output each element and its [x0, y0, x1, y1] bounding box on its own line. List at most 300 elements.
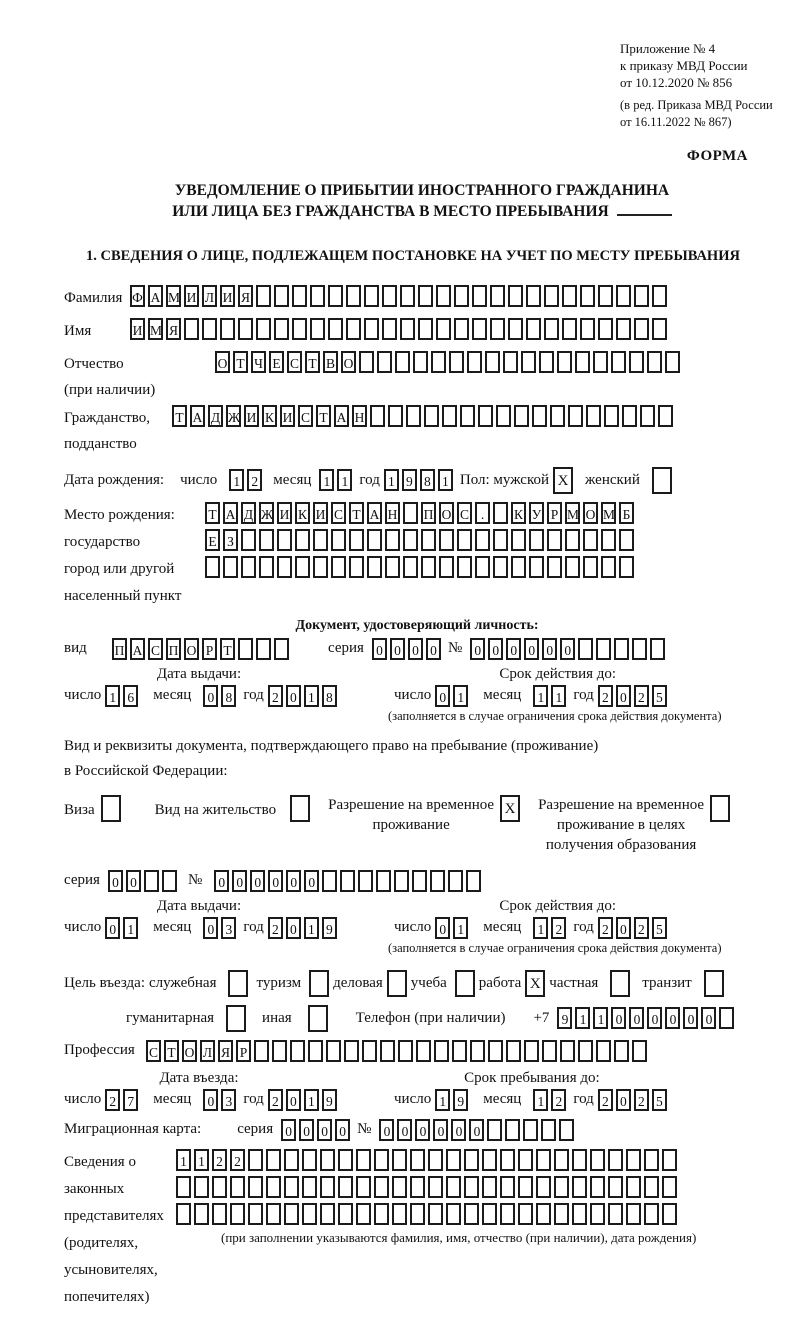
char-cell[interactable]: [482, 1203, 497, 1225]
char-cell[interactable]: [644, 1176, 659, 1198]
char-cell[interactable]: [449, 351, 464, 373]
char-cell[interactable]: [562, 318, 577, 340]
char-cell[interactable]: [277, 529, 292, 551]
char-cell[interactable]: [320, 1203, 335, 1225]
char-cell[interactable]: [640, 405, 655, 427]
char-cell[interactable]: [518, 1149, 533, 1171]
char-cell[interactable]: 1: [176, 1149, 191, 1171]
char-cell[interactable]: [619, 529, 634, 551]
char-cell[interactable]: [622, 405, 637, 427]
char-cell[interactable]: 7: [123, 1089, 138, 1111]
char-cell[interactable]: [194, 1176, 209, 1198]
char-cell[interactable]: [356, 1149, 371, 1171]
char-cell[interactable]: [385, 556, 400, 578]
char-cell[interactable]: [442, 405, 457, 427]
char-cell[interactable]: [310, 318, 325, 340]
char-cell[interactable]: 0: [616, 685, 631, 707]
char-cell[interactable]: В: [323, 351, 338, 373]
char-cell[interactable]: А: [190, 405, 205, 427]
char-cell[interactable]: [290, 1040, 305, 1062]
char-cell[interactable]: Я: [166, 318, 181, 340]
char-cell[interactable]: [406, 405, 421, 427]
char-cell[interactable]: П: [112, 638, 127, 660]
char-cell[interactable]: [377, 351, 392, 373]
char-cell[interactable]: 0: [304, 870, 319, 892]
char-cell[interactable]: [349, 529, 364, 551]
char-cell[interactable]: 0: [108, 870, 123, 892]
char-cell[interactable]: [490, 318, 505, 340]
purpose-business-checkbox[interactable]: [387, 970, 407, 997]
char-cell[interactable]: М: [565, 502, 580, 524]
char-cell[interactable]: [572, 1176, 587, 1198]
char-cell[interactable]: [565, 529, 580, 551]
char-cell[interactable]: [212, 1176, 227, 1198]
char-cell[interactable]: [410, 1149, 425, 1171]
char-cell[interactable]: [554, 1149, 569, 1171]
char-cell[interactable]: 3: [221, 1089, 236, 1111]
char-cell[interactable]: О: [182, 1040, 197, 1062]
char-cell[interactable]: [593, 351, 608, 373]
purpose-humanitarian-checkbox[interactable]: [226, 1005, 246, 1032]
char-cell[interactable]: [220, 318, 235, 340]
char-cell[interactable]: 2: [230, 1149, 245, 1171]
char-cell[interactable]: 0: [408, 638, 423, 660]
char-cell[interactable]: [359, 351, 374, 373]
char-cell[interactable]: [320, 1176, 335, 1198]
char-cell[interactable]: [590, 1176, 605, 1198]
char-cell[interactable]: 1: [593, 1007, 608, 1029]
char-cell[interactable]: 1: [575, 1007, 590, 1029]
char-cell[interactable]: [295, 529, 310, 551]
char-cell[interactable]: [614, 1040, 629, 1062]
female-checkbox[interactable]: [652, 467, 672, 494]
char-cell[interactable]: [284, 1149, 299, 1171]
char-cell[interactable]: [310, 285, 325, 307]
char-cell[interactable]: [529, 556, 544, 578]
char-cell[interactable]: [313, 556, 328, 578]
char-cell[interactable]: 0: [470, 638, 485, 660]
char-cell[interactable]: К: [262, 405, 277, 427]
char-cell[interactable]: Н: [385, 502, 400, 524]
char-cell[interactable]: 9: [322, 917, 337, 939]
char-cell[interactable]: [511, 556, 526, 578]
char-cell[interactable]: [403, 529, 418, 551]
char-cell[interactable]: [340, 870, 355, 892]
char-cell[interactable]: [547, 556, 562, 578]
char-cell[interactable]: 0: [335, 1119, 350, 1141]
char-cell[interactable]: 5: [652, 917, 667, 939]
char-cell[interactable]: [430, 870, 445, 892]
char-cell[interactable]: [547, 529, 562, 551]
char-cell[interactable]: [500, 1176, 515, 1198]
char-cell[interactable]: [719, 1007, 734, 1029]
char-cell[interactable]: .: [475, 502, 490, 524]
char-cell[interactable]: 2: [268, 917, 283, 939]
char-cell[interactable]: 0: [281, 1119, 296, 1141]
char-cell[interactable]: 1: [337, 469, 352, 491]
char-cell[interactable]: [454, 318, 469, 340]
char-cell[interactable]: 0: [415, 1119, 430, 1141]
char-cell[interactable]: [362, 1040, 377, 1062]
char-cell[interactable]: Д: [208, 405, 223, 427]
char-cell[interactable]: С: [146, 1040, 161, 1062]
char-cell[interactable]: [367, 556, 382, 578]
char-cell[interactable]: [542, 1040, 557, 1062]
char-cell[interactable]: [541, 1119, 556, 1141]
char-cell[interactable]: [626, 1149, 641, 1171]
char-cell[interactable]: [467, 351, 482, 373]
char-cell[interactable]: [454, 285, 469, 307]
char-cell[interactable]: [256, 285, 271, 307]
char-cell[interactable]: И: [280, 405, 295, 427]
char-cell[interactable]: 1: [123, 917, 138, 939]
char-cell[interactable]: [256, 638, 271, 660]
char-cell[interactable]: [277, 556, 292, 578]
char-cell[interactable]: 2: [598, 1089, 613, 1111]
char-cell[interactable]: [626, 1176, 641, 1198]
char-cell[interactable]: [410, 1203, 425, 1225]
char-cell[interactable]: 1: [384, 469, 399, 491]
char-cell[interactable]: [412, 870, 427, 892]
char-cell[interactable]: [162, 870, 177, 892]
char-cell[interactable]: [400, 318, 415, 340]
char-cell[interactable]: [431, 351, 446, 373]
char-cell[interactable]: [652, 285, 667, 307]
char-cell[interactable]: [466, 870, 481, 892]
char-cell[interactable]: [523, 1119, 538, 1141]
char-cell[interactable]: 9: [402, 469, 417, 491]
char-cell[interactable]: [241, 529, 256, 551]
char-cell[interactable]: [398, 1040, 413, 1062]
char-cell[interactable]: [644, 1203, 659, 1225]
char-cell[interactable]: [395, 351, 410, 373]
char-cell[interactable]: 0: [105, 917, 120, 939]
char-cell[interactable]: О: [341, 351, 356, 373]
char-cell[interactable]: И: [130, 318, 145, 340]
char-cell[interactable]: [590, 1203, 605, 1225]
char-cell[interactable]: И: [220, 285, 235, 307]
char-cell[interactable]: [439, 529, 454, 551]
char-cell[interactable]: [536, 1176, 551, 1198]
char-cell[interactable]: 1: [533, 917, 548, 939]
char-cell[interactable]: [376, 870, 391, 892]
temp-residence-edu-checkbox[interactable]: [710, 795, 730, 822]
char-cell[interactable]: [475, 556, 490, 578]
char-cell[interactable]: [608, 1149, 623, 1171]
char-cell[interactable]: Ч: [251, 351, 266, 373]
char-cell[interactable]: [650, 638, 665, 660]
char-cell[interactable]: Т: [220, 638, 235, 660]
char-cell[interactable]: К: [511, 502, 526, 524]
char-cell[interactable]: [380, 1040, 395, 1062]
char-cell[interactable]: [302, 1149, 317, 1171]
char-cell[interactable]: 0: [286, 917, 301, 939]
char-cell[interactable]: [559, 1119, 574, 1141]
char-cell[interactable]: [382, 318, 397, 340]
char-cell[interactable]: И: [184, 285, 199, 307]
char-cell[interactable]: [632, 1040, 647, 1062]
char-cell[interactable]: [176, 1176, 191, 1198]
char-cell[interactable]: 0: [611, 1007, 626, 1029]
char-cell[interactable]: 2: [268, 685, 283, 707]
char-cell[interactable]: Ф: [130, 285, 145, 307]
char-cell[interactable]: [238, 638, 253, 660]
char-cell[interactable]: [274, 285, 289, 307]
char-cell[interactable]: [346, 285, 361, 307]
char-cell[interactable]: [266, 1203, 281, 1225]
char-cell[interactable]: [326, 1040, 341, 1062]
char-cell[interactable]: 5: [652, 1089, 667, 1111]
char-cell[interactable]: 8: [420, 469, 435, 491]
char-cell[interactable]: 3: [221, 917, 236, 939]
char-cell[interactable]: [554, 1203, 569, 1225]
char-cell[interactable]: [506, 1040, 521, 1062]
char-cell[interactable]: [508, 318, 523, 340]
char-cell[interactable]: [364, 318, 379, 340]
char-cell[interactable]: [418, 285, 433, 307]
char-cell[interactable]: 1: [435, 1089, 450, 1111]
char-cell[interactable]: Я: [218, 1040, 233, 1062]
char-cell[interactable]: [565, 556, 580, 578]
char-cell[interactable]: И: [244, 405, 259, 427]
char-cell[interactable]: 0: [665, 1007, 680, 1029]
char-cell[interactable]: 2: [634, 1089, 649, 1111]
char-cell[interactable]: [144, 870, 159, 892]
char-cell[interactable]: А: [367, 502, 382, 524]
char-cell[interactable]: [662, 1149, 677, 1171]
char-cell[interactable]: А: [130, 638, 145, 660]
char-cell[interactable]: [472, 318, 487, 340]
char-cell[interactable]: [629, 351, 644, 373]
char-cell[interactable]: 1: [319, 469, 334, 491]
char-cell[interactable]: [598, 285, 613, 307]
char-cell[interactable]: [400, 285, 415, 307]
char-cell[interactable]: [518, 1203, 533, 1225]
char-cell[interactable]: [274, 318, 289, 340]
char-cell[interactable]: [634, 318, 649, 340]
char-cell[interactable]: [248, 1149, 263, 1171]
char-cell[interactable]: [230, 1176, 245, 1198]
char-cell[interactable]: [514, 405, 529, 427]
char-cell[interactable]: [241, 556, 256, 578]
char-cell[interactable]: [452, 1040, 467, 1062]
char-cell[interactable]: [665, 351, 680, 373]
char-cell[interactable]: 2: [551, 1089, 566, 1111]
purpose-other-checkbox[interactable]: [308, 1005, 328, 1032]
char-cell[interactable]: [662, 1176, 677, 1198]
char-cell[interactable]: 0: [372, 638, 387, 660]
char-cell[interactable]: [550, 405, 565, 427]
char-cell[interactable]: [544, 285, 559, 307]
char-cell[interactable]: [410, 1176, 425, 1198]
char-cell[interactable]: 2: [105, 1089, 120, 1111]
char-cell[interactable]: [526, 285, 541, 307]
char-cell[interactable]: [634, 285, 649, 307]
char-cell[interactable]: [418, 318, 433, 340]
char-cell[interactable]: [374, 1203, 389, 1225]
char-cell[interactable]: Я: [238, 285, 253, 307]
char-cell[interactable]: [557, 351, 572, 373]
char-cell[interactable]: М: [166, 285, 181, 307]
char-cell[interactable]: [385, 529, 400, 551]
char-cell[interactable]: [338, 1149, 353, 1171]
char-cell[interactable]: М: [601, 502, 616, 524]
char-cell[interactable]: [266, 1149, 281, 1171]
char-cell[interactable]: [580, 285, 595, 307]
char-cell[interactable]: 0: [701, 1007, 716, 1029]
char-cell[interactable]: [331, 529, 346, 551]
purpose-tourism-checkbox[interactable]: [309, 970, 329, 997]
char-cell[interactable]: [526, 318, 541, 340]
char-cell[interactable]: [302, 1203, 317, 1225]
char-cell[interactable]: [647, 351, 662, 373]
char-cell[interactable]: Ж: [259, 502, 274, 524]
char-cell[interactable]: О: [439, 502, 454, 524]
char-cell[interactable]: Л: [202, 285, 217, 307]
char-cell[interactable]: 0: [203, 685, 218, 707]
char-cell[interactable]: [344, 1040, 359, 1062]
char-cell[interactable]: [518, 1176, 533, 1198]
char-cell[interactable]: [205, 556, 220, 578]
char-cell[interactable]: [202, 318, 217, 340]
char-cell[interactable]: [644, 1149, 659, 1171]
char-cell[interactable]: 0: [379, 1119, 394, 1141]
char-cell[interactable]: [611, 351, 626, 373]
char-cell[interactable]: [248, 1203, 263, 1225]
char-cell[interactable]: И: [313, 502, 328, 524]
char-cell[interactable]: [662, 1203, 677, 1225]
char-cell[interactable]: 0: [488, 638, 503, 660]
char-cell[interactable]: [493, 556, 508, 578]
char-cell[interactable]: А: [334, 405, 349, 427]
char-cell[interactable]: [652, 318, 667, 340]
char-cell[interactable]: [487, 1119, 502, 1141]
char-cell[interactable]: [413, 351, 428, 373]
char-cell[interactable]: [457, 556, 472, 578]
char-cell[interactable]: [292, 318, 307, 340]
char-cell[interactable]: 0: [390, 638, 405, 660]
char-cell[interactable]: 9: [453, 1089, 468, 1111]
char-cell[interactable]: [511, 529, 526, 551]
char-cell[interactable]: [464, 1176, 479, 1198]
char-cell[interactable]: [575, 351, 590, 373]
char-cell[interactable]: [583, 556, 598, 578]
char-cell[interactable]: 8: [322, 685, 337, 707]
char-cell[interactable]: [238, 318, 253, 340]
char-cell[interactable]: [259, 556, 274, 578]
char-cell[interactable]: [421, 529, 436, 551]
char-cell[interactable]: [562, 285, 577, 307]
char-cell[interactable]: [176, 1203, 191, 1225]
char-cell[interactable]: М: [148, 318, 163, 340]
char-cell[interactable]: 2: [268, 1089, 283, 1111]
char-cell[interactable]: 1: [304, 685, 319, 707]
char-cell[interactable]: [536, 1203, 551, 1225]
char-cell[interactable]: 9: [557, 1007, 572, 1029]
char-cell[interactable]: 0: [203, 917, 218, 939]
char-cell[interactable]: [578, 638, 593, 660]
char-cell[interactable]: 0: [397, 1119, 412, 1141]
char-cell[interactable]: Р: [547, 502, 562, 524]
char-cell[interactable]: 0: [126, 870, 141, 892]
char-cell[interactable]: [616, 318, 631, 340]
char-cell[interactable]: 2: [634, 685, 649, 707]
char-cell[interactable]: [338, 1176, 353, 1198]
char-cell[interactable]: 0: [506, 638, 521, 660]
char-cell[interactable]: Н: [352, 405, 367, 427]
char-cell[interactable]: 1: [533, 685, 548, 707]
char-cell[interactable]: [488, 1040, 503, 1062]
char-cell[interactable]: [403, 556, 418, 578]
char-cell[interactable]: [604, 405, 619, 427]
char-cell[interactable]: 0: [433, 1119, 448, 1141]
char-cell[interactable]: [500, 1149, 515, 1171]
char-cell[interactable]: [475, 529, 490, 551]
char-cell[interactable]: Т: [205, 502, 220, 524]
char-cell[interactable]: О: [215, 351, 230, 373]
char-cell[interactable]: [446, 1203, 461, 1225]
char-cell[interactable]: [590, 1149, 605, 1171]
char-cell[interactable]: 1: [453, 685, 468, 707]
char-cell[interactable]: [284, 1203, 299, 1225]
char-cell[interactable]: С: [457, 502, 472, 524]
char-cell[interactable]: [521, 351, 536, 373]
char-cell[interactable]: [524, 1040, 539, 1062]
char-cell[interactable]: 1: [304, 917, 319, 939]
char-cell[interactable]: [446, 1149, 461, 1171]
char-cell[interactable]: [482, 1176, 497, 1198]
char-cell[interactable]: [349, 556, 364, 578]
char-cell[interactable]: 0: [214, 870, 229, 892]
char-cell[interactable]: [394, 870, 409, 892]
purpose-private-checkbox[interactable]: [610, 970, 630, 997]
char-cell[interactable]: [266, 1176, 281, 1198]
char-cell[interactable]: [554, 1176, 569, 1198]
char-cell[interactable]: 0: [203, 1089, 218, 1111]
char-cell[interactable]: [658, 405, 673, 427]
char-cell[interactable]: [313, 529, 328, 551]
char-cell[interactable]: Ж: [226, 405, 241, 427]
char-cell[interactable]: [508, 285, 523, 307]
char-cell[interactable]: [608, 1203, 623, 1225]
char-cell[interactable]: [446, 1176, 461, 1198]
char-cell[interactable]: [493, 502, 508, 524]
char-cell[interactable]: [272, 1040, 287, 1062]
char-cell[interactable]: [403, 502, 418, 524]
char-cell[interactable]: 0: [451, 1119, 466, 1141]
char-cell[interactable]: [284, 1176, 299, 1198]
char-cell[interactable]: 0: [232, 870, 247, 892]
char-cell[interactable]: 2: [551, 917, 566, 939]
char-cell[interactable]: [503, 351, 518, 373]
char-cell[interactable]: [428, 1176, 443, 1198]
char-cell[interactable]: 1: [229, 469, 244, 491]
char-cell[interactable]: 0: [286, 870, 301, 892]
male-checkbox[interactable]: X: [553, 467, 573, 494]
char-cell[interactable]: [464, 1149, 479, 1171]
char-cell[interactable]: [292, 285, 307, 307]
char-cell[interactable]: П: [421, 502, 436, 524]
char-cell[interactable]: 1: [304, 1089, 319, 1111]
char-cell[interactable]: [472, 285, 487, 307]
char-cell[interactable]: [374, 1149, 389, 1171]
char-cell[interactable]: [505, 1119, 520, 1141]
char-cell[interactable]: [230, 1203, 245, 1225]
char-cell[interactable]: 0: [469, 1119, 484, 1141]
char-cell[interactable]: [583, 529, 598, 551]
char-cell[interactable]: 0: [286, 685, 301, 707]
char-cell[interactable]: [436, 318, 451, 340]
